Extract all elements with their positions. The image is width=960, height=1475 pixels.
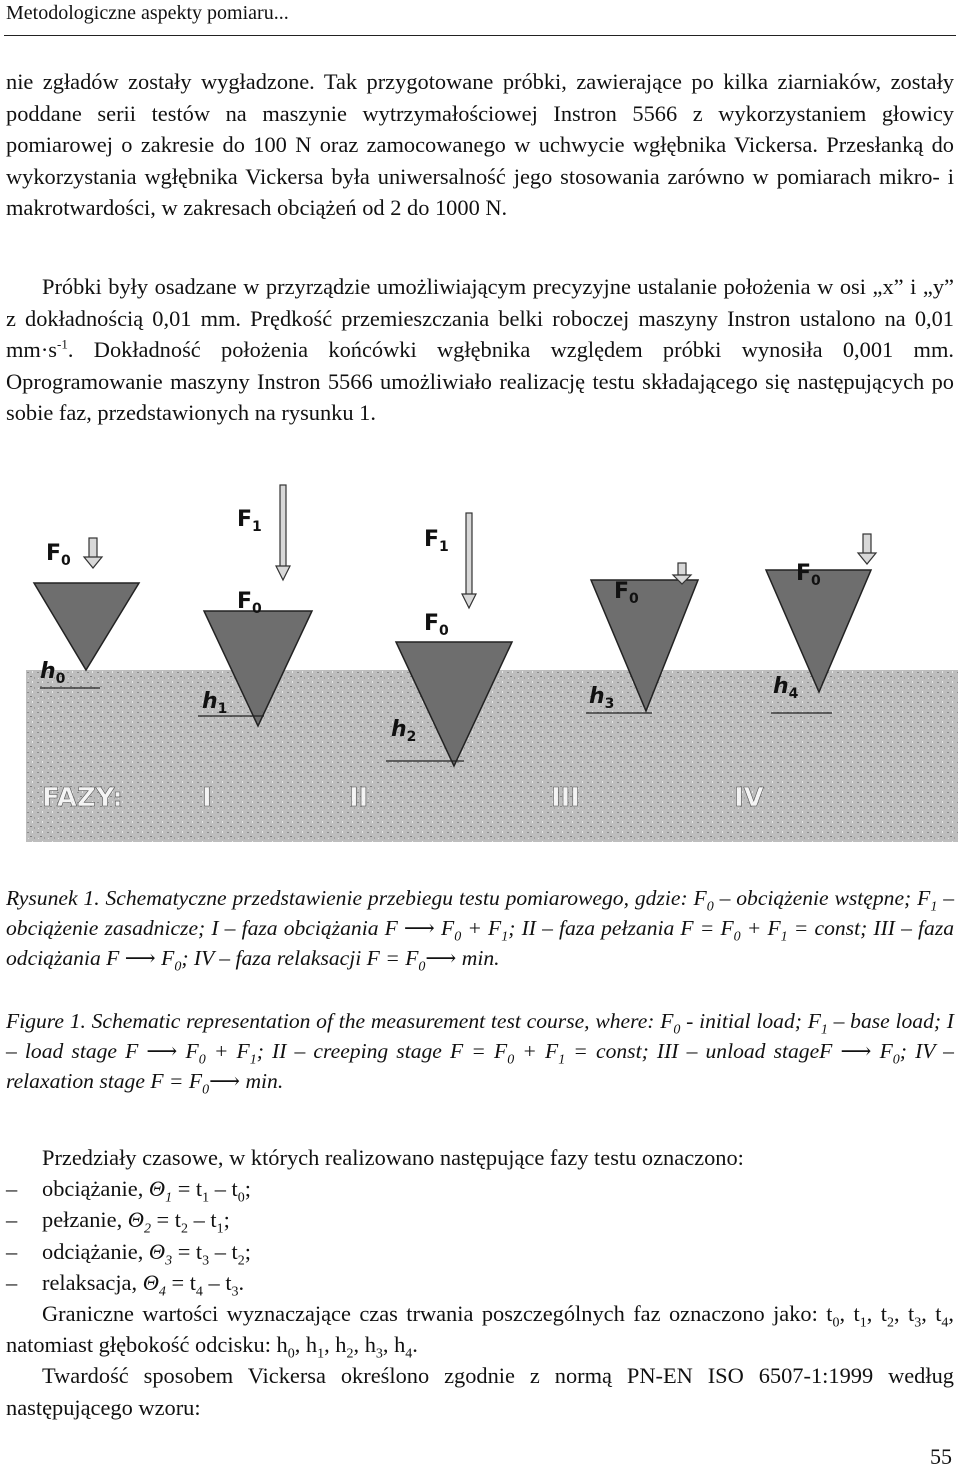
running-title: Metodologiczne aspekty pomiaru... — [6, 2, 289, 24]
arrow-f1-phase2-head — [462, 594, 476, 608]
arrow-f1-phase1-shaft — [280, 485, 286, 567]
label-f0-phase2: $F_0$ — [424, 611, 449, 639]
label-h0: $h_0$ — [40, 659, 66, 687]
figure-1-diagram — [26, 480, 958, 842]
label-phase-4: IV — [734, 783, 764, 813]
label-f0-initial: $F_0$ — [46, 541, 71, 569]
header-rule — [4, 35, 956, 36]
label-h4: $h_4$ — [773, 674, 799, 702]
material-block — [26, 670, 958, 842]
arrow-f0-phase4-head — [858, 553, 876, 564]
label-f0-phase3: $F_0$ — [614, 579, 639, 607]
label-phase-2: II — [349, 783, 369, 813]
list-item: – obciążanie, $\Theta_1 = t_1 - t_0$; — [6, 1176, 251, 1206]
page-number: 55 — [930, 1444, 952, 1469]
label-f0-phase4: $F_0$ — [796, 561, 821, 589]
label-f0-phase1: $F_0$ — [237, 589, 262, 617]
figure-caption-pl: Rysunek 1. Schematyczne przedstawienie przebiegu testu pomiarowego, gdzie: $F_0$ – obciążenie wstępne; $F_1$ – obciążenie zasadnicze; I – faza obciążania F ⟶ $F_0 + F_1$; II – faza pełzania $F = F_0 + F_1$ = const; III – faza odciążania F ⟶ $F_0$; IV – faza relaksacji $F = F_0⟶$ min. — [6, 886, 955, 975]
paragraph-2-sup: -1 — [57, 336, 68, 352]
indenter-initial — [34, 583, 139, 670]
arrow-f0-phase3-shaft — [678, 563, 686, 575]
body-text-2 — [6, 1142, 954, 1423]
arrow-f0-initial-shaft — [89, 538, 97, 558]
arrow-f0-phase4-shaft — [863, 534, 871, 554]
phase-limits-paragraph: Graniczne wartości wyznaczające czas trwania poszczególnych faz oznaczono jako: $t_0$, $t_1$, $t_2$, $t_3$, $t_4$, natomiast głębokość odcisku: $h_0$, $h_1$, $h_2$, $h_3$, $h_4$. — [6, 1301, 955, 1362]
figure-caption-en: Figure 1. Schematic representation of the measurement test course, where: $F_0$ - initial load; $F_1$ – base load; I – load stage F ⟶ $F_0 + F_1$; II – creeping stage $F = F_0 + F_1$ = const; III – unload stageF ⟶ $F_0$; IV – relaxation stage $F = F_0⟶$ min. — [6, 1009, 954, 1098]
arrow-f1-phase2-shaft — [466, 513, 472, 595]
paragraph-1: nie zgładów zostały wygładzone. Tak przygotowane próbki, zawierające po kilka ziarniaków, zostały poddane serii testów na maszynie wytrzymałościowej Instron 5566 z wykorzystaniem głowicy pomiarowej o zakresie do 100 N oraz zamocowanego w uchwycie wgłębnika Vickersa. Przesłanką do wykorzystania wgłębnika Vickersa była uniwersalność jego stosowania zarówno w pomiarach mikro- i makrotwardości, w zakresach obciążeń od 2 do 1000 N. — [6, 69, 954, 221]
label-h2: $h_2$ — [391, 717, 417, 745]
list-item: – odciążanie, $\Theta_3 = t_3 - t_2$; — [6, 1238, 251, 1269]
arrow-f1-phase1-head — [276, 566, 290, 580]
label-h3: $h_3$ — [589, 684, 615, 712]
vickers-paragraph: Twardość sposobem Vickersa określono zgodnie z normą PN-EN ISO 6507-1:1999 według następującego wzoru: — [6, 1363, 954, 1420]
phase-intervals-intro: Przedziały czasowe, w których realizowano następujące fazy testu oznaczono: — [42, 1145, 744, 1170]
paragraph-2-text: Próbki były osadzane w przyrządzie umożliwiającym precyzyjne ustalanie położenia w osi „x” i „y” z dokładnością 0,01 mm. Prędkość przemieszczania belki roboczej maszyny Instron ustalono na 0,01 mm·s — [6, 274, 954, 363]
label-phase-1: I — [202, 783, 212, 813]
list-item: – relaksacja, $\Theta_4 = t_4 - t_3$. — [6, 1269, 245, 1300]
list-item: – pełzanie, $\Theta_2 = t_2 - t_1$; — [6, 1207, 230, 1237]
paragraph-2 — [6, 271, 954, 429]
label-h1: $h_1$ — [202, 689, 228, 717]
force-arrows — [84, 485, 876, 608]
label-phase-3: III — [551, 783, 581, 813]
arrow-f0-initial-head — [84, 557, 102, 568]
paragraph-2-text-end: . Dokładność położenia końcówki wgłębnika względem próbki wynosiła 0,001 mm. Oprogramowanie maszyny Instron 5566 umożliwiało realizację testu składającego się następujących po sobie faz, przedstawionych na rysunku 1. — [6, 337, 954, 426]
label-f1-phase2: $F_1$ — [424, 527, 449, 555]
label-fazy: FAZY: — [42, 783, 123, 813]
label-f1-phase1: $F_1$ — [237, 507, 262, 535]
